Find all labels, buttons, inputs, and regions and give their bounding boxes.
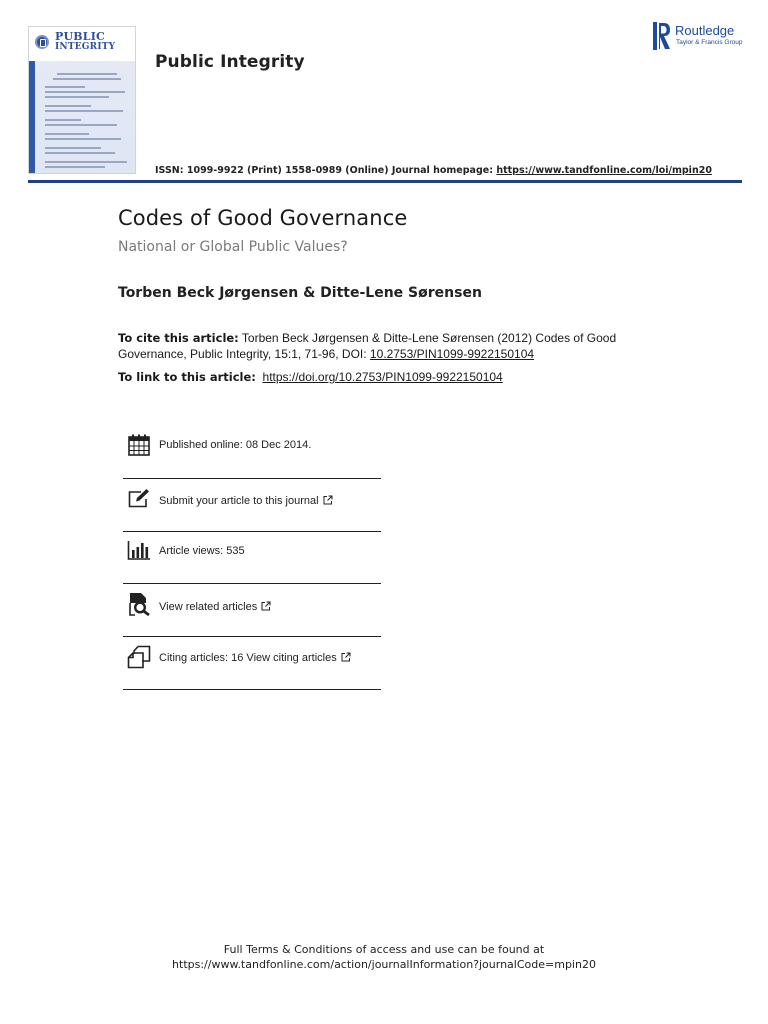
link-label: To link to this article: xyxy=(118,370,256,384)
submit-article-text: Submit your article to this journal xyxy=(159,495,319,507)
article-title: Codes of Good Governance xyxy=(118,206,408,230)
submit-article-item[interactable] xyxy=(123,479,381,532)
routledge-r-icon xyxy=(653,22,671,50)
publisher-subtitle: Taylor & Francis Group xyxy=(676,39,743,46)
search-document-icon xyxy=(127,592,151,616)
terms-footer xyxy=(0,942,768,972)
article-views-label: Article views: 535 xyxy=(159,545,245,557)
submit-article-label xyxy=(159,495,333,507)
citing-documents-icon xyxy=(127,645,151,669)
citing-articles-text: Citing articles: 16 View citing articles xyxy=(159,652,337,664)
article-views-item xyxy=(123,532,381,584)
publisher-name: Routledge xyxy=(675,23,735,38)
published-online-label: Published online: 08 Dec 2014. xyxy=(159,439,312,451)
issn-line xyxy=(155,165,712,176)
cover-contents-panel xyxy=(35,61,135,173)
cite-text: Torben Beck Jørgensen & Ditte-Lene Sørensen (2012) Codes of Good Governance, Public Integrity, 15:1, 71-96, DOI: xyxy=(118,331,617,361)
cover-title-line1: PUBLIC xyxy=(55,30,105,43)
citing-articles-item[interactable] xyxy=(123,637,381,690)
journal-title: Public Integrity xyxy=(155,52,305,72)
terms-url-link[interactable]: https://www.tandfonline.com/action/journalInformation?journalCode=mpin20 xyxy=(172,958,596,971)
cover-seal-icon xyxy=(35,35,49,49)
journal-homepage-link[interactable]: https://www.tandfonline.com/loi/mpin20 xyxy=(496,165,712,176)
external-link-icon xyxy=(341,652,351,662)
doi-link[interactable]: 10.2753/PIN1099-9922150104 xyxy=(369,347,535,361)
publisher-logo xyxy=(653,22,753,50)
issn-text: ISSN: 1099-9922 (Print) 1558-0989 (Online) Journal homepage: xyxy=(155,165,497,176)
external-link-icon xyxy=(323,495,333,505)
related-articles-label xyxy=(159,601,271,613)
cover-title-line2: INTEGRITY xyxy=(55,42,116,52)
related-articles-text: View related articles xyxy=(159,601,258,613)
cover-contents xyxy=(29,61,135,173)
cover-masthead xyxy=(29,27,135,61)
cite-label: To cite this article: xyxy=(118,331,239,345)
citation-block xyxy=(118,330,638,362)
article-link-block xyxy=(118,370,503,384)
article-subtitle: National or Global Public Values? xyxy=(118,239,348,255)
edit-icon xyxy=(127,487,151,511)
terms-line: Full Terms & Conditions of access and use can be found at xyxy=(223,943,545,956)
header-divider xyxy=(28,180,742,183)
published-online-item xyxy=(123,424,381,479)
article-doi-url-link[interactable]: https://doi.org/10.2753/PIN1099-9922150104 xyxy=(262,370,503,384)
journal-cover-image xyxy=(28,26,136,174)
external-link-icon xyxy=(261,601,271,611)
bar-chart-icon xyxy=(127,538,151,562)
related-articles-item[interactable] xyxy=(123,584,381,637)
citing-articles-label xyxy=(159,652,351,664)
calendar-icon xyxy=(127,433,151,457)
article-authors: Torben Beck Jørgensen & Ditte-Lene Sørensen xyxy=(118,285,482,301)
article-metrics-list xyxy=(123,424,381,690)
cover-title xyxy=(55,32,135,52)
